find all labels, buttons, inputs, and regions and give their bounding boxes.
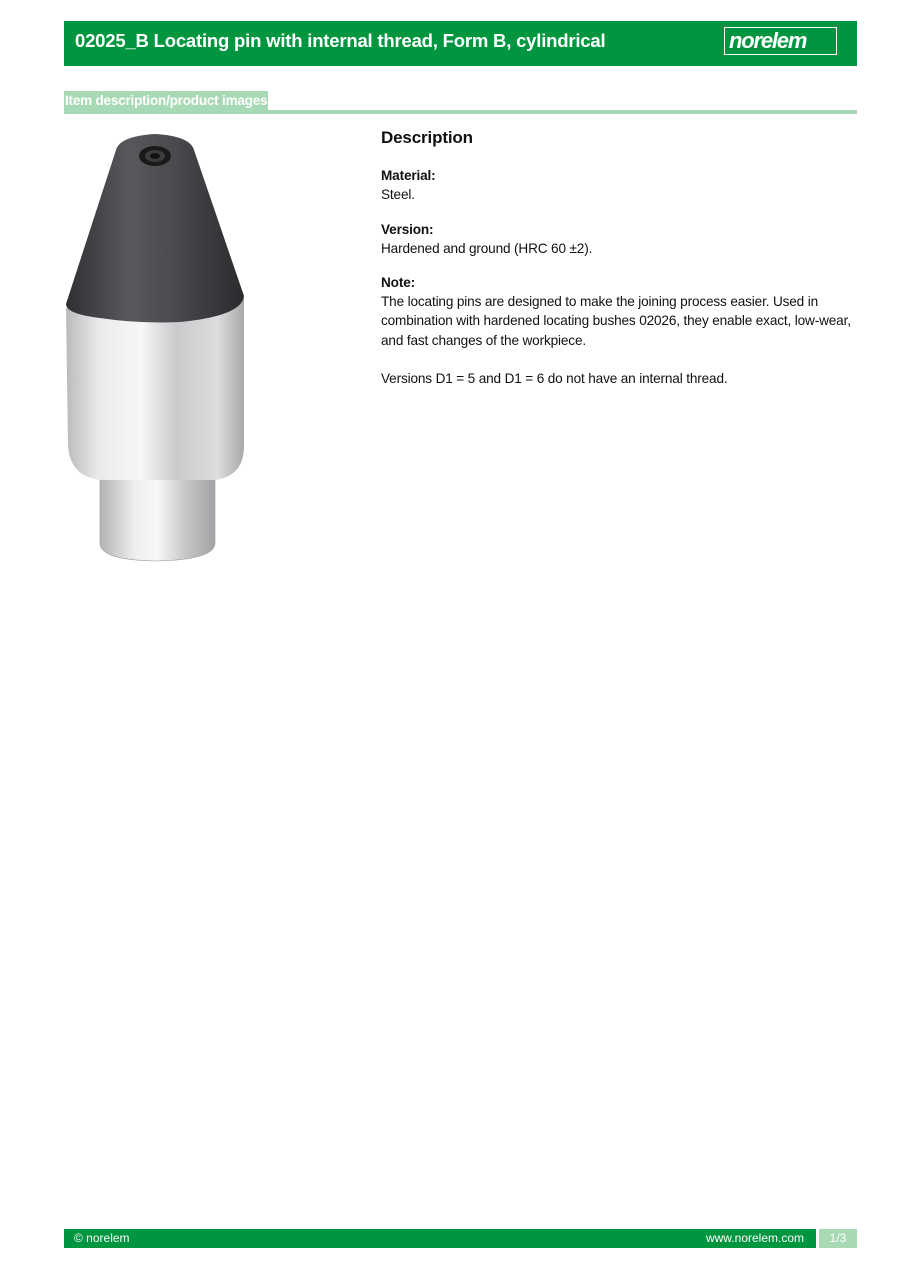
page-number: 1/3	[819, 1229, 857, 1248]
header-bar	[64, 21, 857, 66]
footer-bar	[64, 1229, 816, 1248]
logo-text: norelem	[729, 28, 807, 53]
footer-url-link[interactable]: www.norelem.com	[705, 1231, 804, 1245]
version-label: Version:	[381, 221, 434, 237]
material-value: Steel.	[381, 187, 415, 203]
section-title: Item description/product images	[65, 93, 268, 108]
page-title: 02025_B Locating pin with internal thread, Form B, cylindrical	[75, 30, 606, 51]
norelem-logo	[724, 27, 837, 55]
note-text: The locating pins are designed to make the joining process easier. Used in combination with hardened locating bushes 02026, they enable exact, low-wear, and fast changes of the workpiece.	[381, 294, 851, 348]
note-label: Note:	[381, 275, 415, 291]
locating-pin-image	[60, 128, 250, 568]
version-value: Hardened and ground (HRC 60 ±2).	[381, 240, 593, 256]
description-heading: Description	[381, 128, 473, 147]
footer-copyright: © norelem	[74, 1231, 130, 1245]
section-divider	[64, 110, 857, 114]
note-extra: Versions D1 = 5 and D1 = 6 do not have an internal thread.	[381, 370, 728, 386]
material-label: Material:	[381, 168, 436, 184]
description-block	[381, 128, 851, 403]
